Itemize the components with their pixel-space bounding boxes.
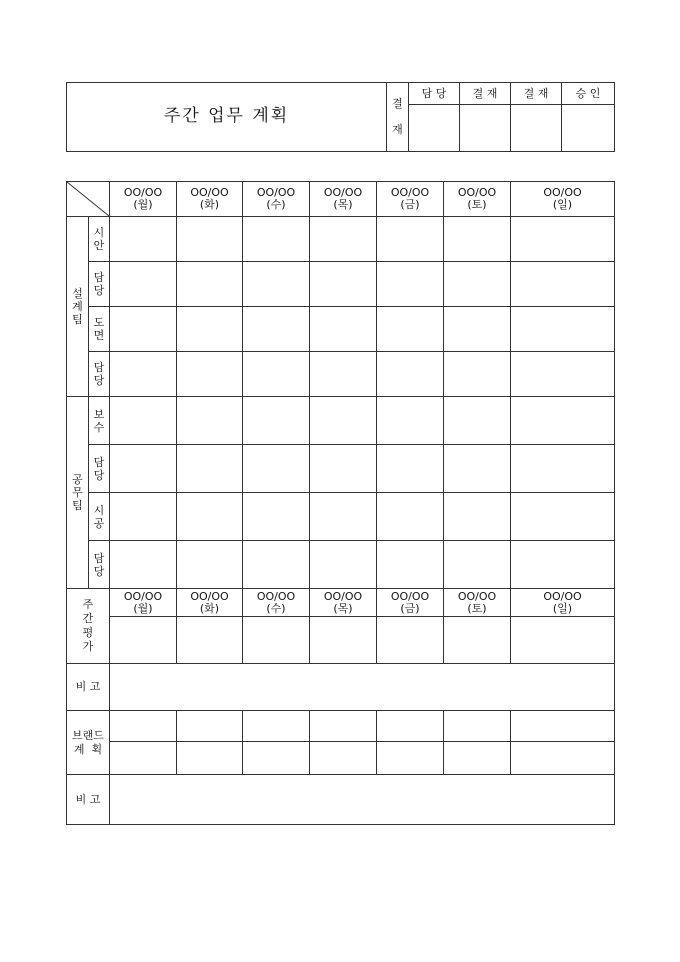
brand-cell[interactable] bbox=[511, 711, 615, 742]
review-cell[interactable] bbox=[110, 617, 177, 664]
date-cell: OO/OO (수) bbox=[243, 589, 310, 617]
plan-cell[interactable] bbox=[310, 397, 377, 445]
brand-cell[interactable] bbox=[444, 711, 511, 742]
plan-cell[interactable] bbox=[444, 541, 511, 589]
row-label: 담당 bbox=[89, 541, 110, 589]
plan-cell[interactable] bbox=[310, 217, 377, 262]
brand-cell[interactable] bbox=[243, 742, 310, 775]
review-cell[interactable] bbox=[177, 617, 243, 664]
brand-cell[interactable] bbox=[377, 711, 444, 742]
row-label: 시안 bbox=[89, 217, 110, 262]
plan-cell[interactable] bbox=[377, 307, 444, 352]
plan-cell[interactable] bbox=[177, 352, 243, 397]
plan-cell[interactable] bbox=[444, 445, 511, 493]
review-cell[interactable] bbox=[377, 617, 444, 664]
plan-cell[interactable] bbox=[310, 352, 377, 397]
plan-cell[interactable] bbox=[444, 217, 511, 262]
team-label-construction: 공무팀 bbox=[67, 397, 89, 589]
brand-plan-row bbox=[67, 742, 615, 775]
plan-cell[interactable] bbox=[243, 493, 310, 541]
plan-cell[interactable] bbox=[310, 262, 377, 307]
row-label: 담당 bbox=[89, 352, 110, 397]
date-cell: OO/OO (목) bbox=[310, 589, 377, 617]
construction-row bbox=[67, 445, 615, 493]
signature-box[interactable] bbox=[409, 105, 460, 152]
plan-cell[interactable] bbox=[110, 445, 177, 493]
plan-cell[interactable] bbox=[444, 352, 511, 397]
plan-cell[interactable] bbox=[110, 307, 177, 352]
plan-cell[interactable] bbox=[177, 217, 243, 262]
plan-cell[interactable] bbox=[511, 445, 615, 493]
remarks2-label: 비 고 bbox=[67, 775, 110, 825]
signature-box[interactable] bbox=[562, 105, 615, 152]
design-row bbox=[67, 217, 615, 262]
approval-col-review-1: 결 재 bbox=[460, 83, 511, 105]
plan-cell[interactable] bbox=[243, 445, 310, 493]
approval-header bbox=[66, 82, 615, 152]
date-cell: OO/OO (토) bbox=[444, 589, 511, 617]
plan-cell[interactable] bbox=[243, 397, 310, 445]
date-cell: OO/OO (화) bbox=[177, 589, 243, 617]
brand-cell[interactable] bbox=[177, 742, 243, 775]
plan-cell[interactable] bbox=[177, 493, 243, 541]
date-header-row bbox=[67, 182, 615, 217]
plan-cell[interactable] bbox=[511, 262, 615, 307]
plan-cell[interactable] bbox=[444, 397, 511, 445]
row-label: 담당 bbox=[89, 262, 110, 307]
review-cell[interactable] bbox=[444, 617, 511, 664]
remarks-row bbox=[67, 664, 615, 711]
plan-cell[interactable] bbox=[110, 541, 177, 589]
plan-cell[interactable] bbox=[310, 541, 377, 589]
plan-cell[interactable] bbox=[511, 493, 615, 541]
review-date-row bbox=[67, 589, 615, 617]
plan-cell[interactable] bbox=[177, 397, 243, 445]
remarks-label: 비 고 bbox=[67, 664, 110, 711]
date-cell: OO/OO (수) bbox=[243, 182, 310, 217]
plan-cell[interactable] bbox=[243, 352, 310, 397]
remarks2-cell[interactable] bbox=[110, 775, 615, 825]
plan-cell[interactable] bbox=[243, 217, 310, 262]
plan-cell[interactable] bbox=[511, 307, 615, 352]
plan-cell[interactable] bbox=[444, 262, 511, 307]
brand-cell[interactable] bbox=[110, 711, 177, 742]
plan-cell[interactable] bbox=[177, 541, 243, 589]
plan-cell[interactable] bbox=[110, 217, 177, 262]
brand-cell[interactable] bbox=[444, 742, 511, 775]
plan-cell[interactable] bbox=[377, 541, 444, 589]
brand-plan-row bbox=[67, 711, 615, 742]
plan-cell[interactable] bbox=[511, 541, 615, 589]
review-cell[interactable] bbox=[310, 617, 377, 664]
weekly-review-label: 주 간 평 가 bbox=[67, 589, 110, 664]
plan-cell[interactable] bbox=[177, 445, 243, 493]
signature-box[interactable] bbox=[511, 105, 562, 152]
date-cell: OO/OO (목) bbox=[310, 182, 377, 217]
plan-cell[interactable] bbox=[377, 262, 444, 307]
brand-cell[interactable] bbox=[511, 742, 615, 775]
plan-cell[interactable] bbox=[110, 493, 177, 541]
review-cell[interactable] bbox=[243, 617, 310, 664]
construction-row bbox=[67, 493, 615, 541]
plan-cell[interactable] bbox=[243, 307, 310, 352]
plan-cell[interactable] bbox=[310, 445, 377, 493]
brand-cell[interactable] bbox=[177, 711, 243, 742]
date-cell: OO/OO (토) bbox=[444, 182, 511, 217]
date-cell: OO/OO (금) bbox=[377, 589, 444, 617]
plan-cell[interactable] bbox=[377, 352, 444, 397]
team-label-design: 설계팀 bbox=[67, 217, 89, 397]
construction-row bbox=[67, 541, 615, 589]
row-label: 담당 bbox=[89, 445, 110, 493]
date-cell: OO/OO (월) bbox=[110, 182, 177, 217]
design-row bbox=[67, 352, 615, 397]
signature-box[interactable] bbox=[460, 105, 511, 152]
approval-col-review-2: 결 재 bbox=[511, 83, 562, 105]
plan-cell[interactable] bbox=[444, 493, 511, 541]
date-cell: OO/OO (화) bbox=[177, 182, 243, 217]
plan-cell[interactable] bbox=[110, 352, 177, 397]
plan-cell[interactable] bbox=[377, 445, 444, 493]
plan-cell[interactable] bbox=[511, 352, 615, 397]
date-cell: OO/OO (금) bbox=[377, 182, 444, 217]
row-label: 보수 bbox=[89, 397, 110, 445]
plan-cell[interactable] bbox=[177, 307, 243, 352]
corner-cell bbox=[67, 182, 110, 217]
brand-cell[interactable] bbox=[243, 711, 310, 742]
approval-col-approve: 승 인 bbox=[562, 83, 615, 105]
date-cell: OO/OO (일) bbox=[511, 182, 615, 217]
plan-cell[interactable] bbox=[110, 397, 177, 445]
review-row bbox=[67, 617, 615, 664]
row-label: 도면 bbox=[89, 307, 110, 352]
design-row bbox=[67, 262, 615, 307]
plan-cell[interactable] bbox=[310, 493, 377, 541]
brand-cell[interactable] bbox=[310, 742, 377, 775]
plan-cell[interactable] bbox=[243, 262, 310, 307]
review-cell[interactable] bbox=[511, 617, 615, 664]
remarks2-row bbox=[67, 775, 615, 825]
weekly-plan-table bbox=[66, 181, 615, 825]
plan-cell[interactable] bbox=[511, 397, 615, 445]
plan-cell[interactable] bbox=[377, 493, 444, 541]
approval-label: 결 재 bbox=[387, 83, 409, 152]
plan-cell[interactable] bbox=[511, 217, 615, 262]
plan-cell[interactable] bbox=[444, 307, 511, 352]
page-title: 주간 업무 계획 bbox=[67, 83, 387, 152]
plan-cell[interactable] bbox=[243, 541, 310, 589]
date-cell: OO/OO (월) bbox=[110, 589, 177, 617]
approval-col-staff: 담 당 bbox=[409, 83, 460, 105]
brand-cell[interactable] bbox=[310, 711, 377, 742]
plan-cell[interactable] bbox=[110, 262, 177, 307]
remarks-cell[interactable] bbox=[110, 664, 615, 711]
plan-cell[interactable] bbox=[377, 217, 444, 262]
brand-plan-label: 브랜드 계 획 bbox=[67, 711, 110, 775]
brand-cell[interactable] bbox=[377, 742, 444, 775]
plan-cell[interactable] bbox=[310, 307, 377, 352]
construction-row bbox=[67, 397, 615, 445]
design-row bbox=[67, 307, 615, 352]
date-cell: OO/OO (일) bbox=[511, 589, 615, 617]
row-label: 시공 bbox=[89, 493, 110, 541]
plan-cell[interactable] bbox=[177, 262, 243, 307]
plan-cell[interactable] bbox=[377, 397, 444, 445]
brand-cell[interactable] bbox=[110, 742, 177, 775]
